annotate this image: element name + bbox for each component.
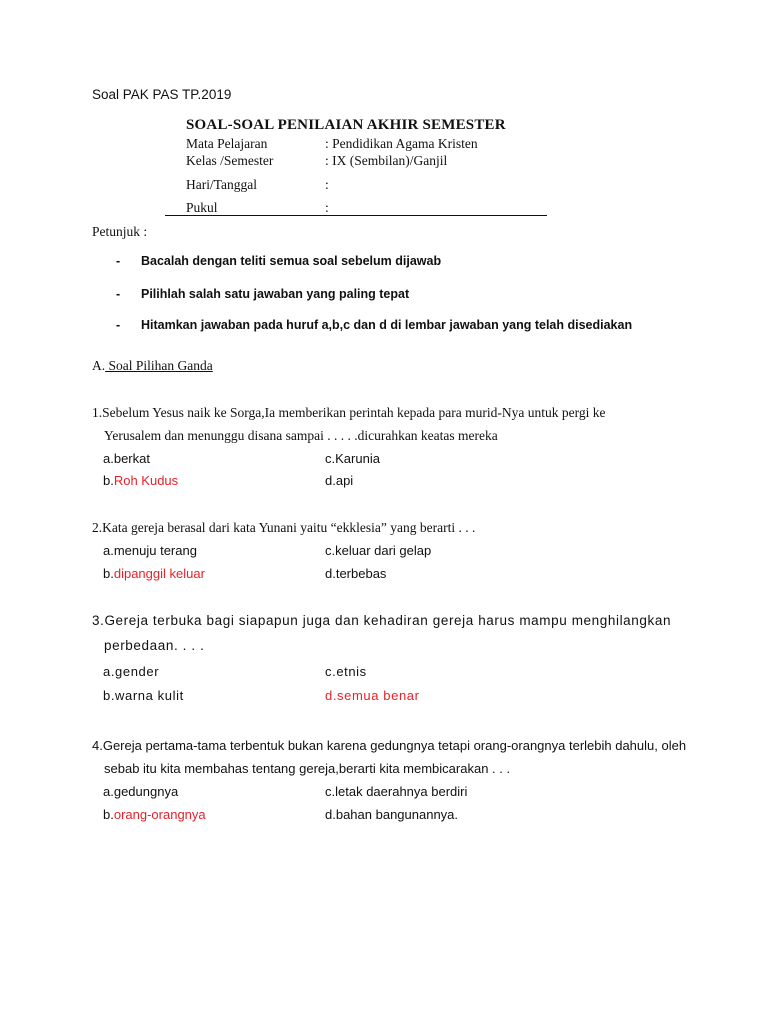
option-letter: b. <box>103 807 114 822</box>
question-2-option-a <box>103 543 197 558</box>
question-2-line-1: 2.Kata gereja berasal dari kata Yunani yaitu “ekklesia” yang berarti . . . <box>92 520 476 535</box>
correct-answer-text: orang-orangnya <box>113 807 206 822</box>
question-2-option-c <box>325 543 431 558</box>
time-label: Pukul <box>186 200 218 215</box>
instruction-bullet: - <box>116 254 121 268</box>
option-letter: b. <box>103 566 114 581</box>
class-semester-value: : IX (Sembilan)/Ganjil <box>325 153 448 168</box>
option-text: bahan bangunannya. <box>335 807 459 822</box>
time-value: : <box>325 200 329 215</box>
question-4-line-2: sebab itu kita membahas tentang gereja,berarti kita membicarakan . . . <box>104 761 511 776</box>
question-1-line-1: 1.Sebelum Yesus naik ke Sorga,Ia memberikan perintah kepada para murid-Nya untuk pergi ke <box>92 405 606 420</box>
class-semester-label: Kelas /Semester <box>186 153 274 168</box>
instruction-item-3: Hitamkan jawaban pada huruf a,b,c dan d di lembar jawaban yang telah disediakan <box>141 318 633 332</box>
option-letter: b. <box>103 688 116 703</box>
option-letter: d. <box>325 807 336 822</box>
option-letter: c. <box>325 543 336 558</box>
option-letter: a. <box>103 664 116 679</box>
option-letter: d. <box>325 688 338 703</box>
option-letter: c. <box>325 451 336 466</box>
subject-label: Mata Pelajaran <box>186 136 268 151</box>
question-4-line-1: 4.Gereja pertama-tama terbentuk bukan karena gedungnya tetapi orang-orangnya terlebih dahulu, oleh <box>92 738 687 753</box>
option-text: warna kulit <box>115 688 184 703</box>
option-text: keluar dari gelap <box>335 543 432 558</box>
correct-answer-text: semua benar <box>337 688 420 703</box>
instructions-label: Petunjuk : <box>92 224 148 239</box>
correct-answer-text: dipanggil keluar <box>113 566 205 581</box>
option-text: gender <box>115 664 160 679</box>
option-text: gedungnya <box>113 784 179 799</box>
question-1-option-c <box>325 451 380 466</box>
question-2-option-d <box>325 566 386 581</box>
instruction-bullet: - <box>116 318 121 332</box>
question-1-option-a <box>103 451 150 466</box>
question-4-option-c <box>325 784 467 799</box>
option-letter: a. <box>103 543 114 558</box>
question-4-option-a <box>103 784 178 799</box>
option-text: Karunia <box>335 451 380 466</box>
question-3-option-d <box>325 688 420 703</box>
option-text: api <box>335 473 354 488</box>
question-1-option-b <box>103 473 178 488</box>
option-letter: a. <box>103 784 114 799</box>
correct-answer-text: Roh Kudus <box>113 473 179 488</box>
section-title: Soal Pilihan Ganda <box>105 358 213 373</box>
option-text: etnis <box>336 664 367 679</box>
option-letter: d. <box>325 566 336 581</box>
question-2-option-b <box>103 566 205 581</box>
option-letter: b. <box>103 473 114 488</box>
section-prefix: A. <box>92 358 106 373</box>
question-3-option-b <box>103 688 184 703</box>
option-letter: c. <box>325 664 337 679</box>
question-3-option-a <box>103 664 159 679</box>
option-text: letak daerahnya berdiri <box>335 784 468 799</box>
header-divider <box>165 215 547 216</box>
question-4-option-d <box>325 807 458 822</box>
question-3-line-2: perbedaan. . . . <box>104 638 205 653</box>
instruction-bullet: - <box>116 287 121 301</box>
document-title: Soal PAK PAS TP.2019 <box>92 87 232 102</box>
question-1-line-2: Yerusalem dan menunggu disana sampai . . . . .dicurahkan keatas mereka <box>104 428 498 443</box>
option-letter: c. <box>325 784 336 799</box>
subject-value: : Pendidikan Agama Kristen <box>325 136 478 151</box>
question-4-option-b <box>103 807 206 822</box>
exam-header-title: SOAL-SOAL PENILAIAN AKHIR SEMESTER <box>186 117 506 133</box>
option-letter: d. <box>325 473 336 488</box>
day-date-value: : <box>325 177 329 192</box>
question-1-option-d <box>325 473 353 488</box>
option-text: berkat <box>113 451 150 466</box>
question-3-line-1: 3.Gereja terbuka bagi siapapun juga dan kehadiran gereja harus mampu menghilangkan <box>92 613 672 628</box>
option-text: terbebas <box>335 566 387 581</box>
option-letter: a. <box>103 451 114 466</box>
section-heading <box>92 358 213 374</box>
question-3-option-c <box>325 664 367 679</box>
instruction-item-2: Pilihlah salah satu jawaban yang paling tepat <box>141 287 410 301</box>
option-text: menuju terang <box>113 543 197 558</box>
day-date-label: Hari/Tanggal <box>186 177 258 192</box>
instruction-item-1: Bacalah dengan teliti semua soal sebelum dijawab <box>141 254 442 268</box>
